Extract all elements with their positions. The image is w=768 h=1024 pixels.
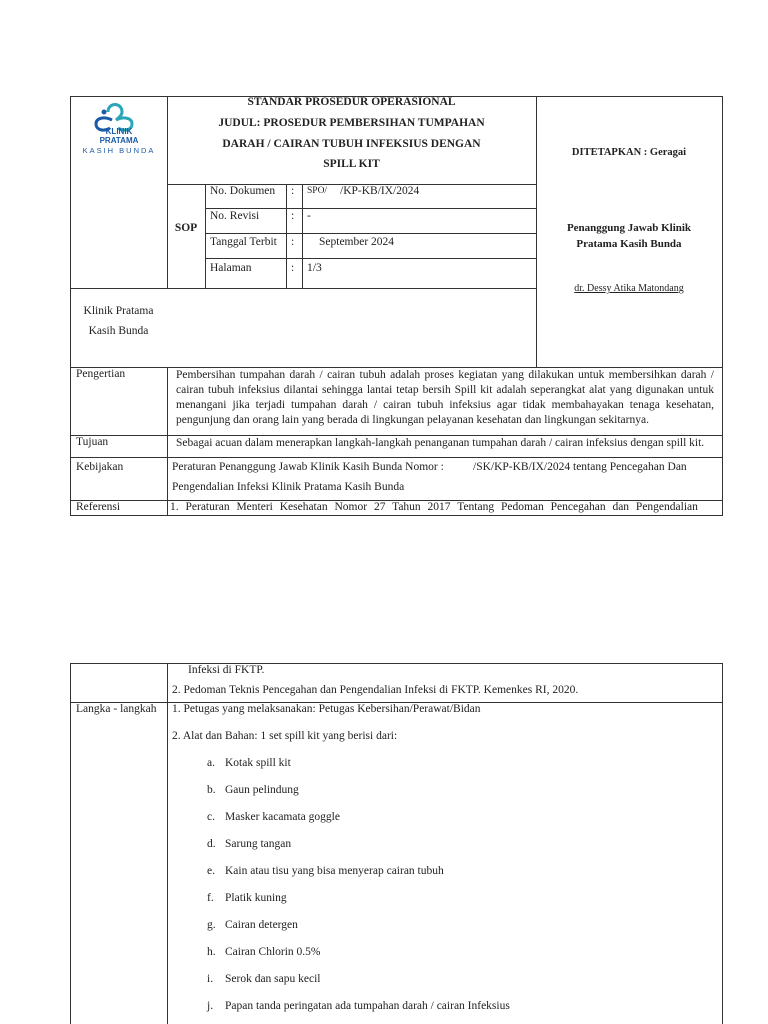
logo-line3: KASIH BUNDA: [82, 146, 156, 155]
logo-line1: KLINIK: [105, 127, 133, 136]
rule: [722, 663, 723, 1024]
list-marker: f.: [207, 892, 214, 904]
doctor-name: [536, 283, 722, 294]
tujuan-text: Sebagai acuan dalam menerapkan langkah-langkah penanganan tumpahan darah / cairan infeksius dengan spill kit.: [176, 437, 705, 449]
rule: [205, 258, 536, 259]
meta-label-dokumen: No. Dokumen: [210, 185, 276, 197]
list-marker: d.: [207, 838, 216, 850]
list-item: Kotak spill kit: [225, 757, 291, 769]
meta-label-halaman: Halaman: [210, 262, 252, 274]
rule: [286, 184, 287, 288]
meta-label-revisi: No. Revisi: [210, 210, 260, 222]
kebijakan-line-1b: /SK/KP-KB/IX/2024 tentang Pencegahan Dan: [473, 461, 687, 473]
meta-sep: :: [291, 185, 295, 197]
meta-value-terbit: September 2024: [319, 236, 395, 248]
tujuan-label: Tujuan: [76, 436, 109, 448]
rule: [167, 367, 168, 516]
list-marker: g.: [207, 919, 216, 931]
referensi-item-1-cont: Infeksi di FKTP.: [188, 664, 265, 676]
list-item: Masker kacamata goggle: [225, 811, 340, 823]
referensi-label: Referensi: [76, 501, 121, 513]
list-marker: c.: [207, 811, 215, 823]
meta-value-revisi: -: [307, 210, 311, 222]
list-marker: b.: [207, 784, 216, 796]
rule: [205, 184, 206, 288]
list-marker: h.: [207, 946, 216, 958]
rule: [167, 663, 168, 1024]
clinic-name-line-2: Kasih Bunda: [88, 325, 149, 337]
sop-label: SOP: [174, 222, 198, 234]
penanggung-line-1: Penanggung Jawab Klinik: [566, 222, 692, 234]
referensi-item-1: 1. Peraturan Menteri Kesehatan Nomor 27 Tahun 2017 Tentang Pedoman Pencegahan dan Pengendalian: [170, 501, 698, 513]
langkah-step-1: 1. Petugas yang melaksanakan: Petugas Kebersihan/Perawat/Bidan: [172, 703, 481, 715]
meta-sep: :: [291, 236, 295, 248]
kebijakan-line-2: Pengendalian Infeksi Klinik Pratama Kasih Bunda: [172, 481, 405, 493]
rule: [205, 208, 536, 209]
logo-line2: PRATAMA: [99, 136, 139, 145]
kebijakan-label: Kebijakan: [76, 461, 124, 473]
meta-sep: :: [291, 262, 295, 274]
list-item: Cairan detergen: [225, 919, 298, 931]
clinic-name-line-1: Klinik Pratama: [83, 305, 154, 317]
doctor-name-text: dr. Dessy Atika Matondang: [574, 283, 684, 294]
ditetapkan-text: DITETAPKAN : Geragai: [571, 147, 687, 158]
meta-prefix-dokumen: SPO/: [307, 186, 328, 196]
title-line-3: DARAH / CAIRAN TUBUH INFEKSIUS DENGAN: [222, 138, 481, 150]
list-marker: j.: [207, 1000, 214, 1012]
langkah-label: Langka - langkah: [76, 703, 157, 715]
list-item: Kain atau tisu yang bisa menyerap cairan tubuh: [225, 865, 444, 877]
list-item: Sarung tangan: [225, 838, 292, 850]
title-line-2: JUDUL: PROSEDUR PEMBERSIHAN TUMPAHAN: [218, 117, 485, 129]
list-marker: e.: [207, 865, 215, 877]
kebijakan-line-1a: Peraturan Penanggung Jawab Klinik Kasih Bunda Nomor :: [172, 461, 444, 473]
langkah-step-2: 2. Alat dan Bahan: 1 set spill kit yang berisi dari:: [172, 730, 398, 742]
meta-sep: :: [291, 210, 295, 222]
rule: [722, 96, 723, 516]
meta-value-dokumen: /KP-KB/IX/2024: [340, 185, 420, 197]
list-marker: i.: [207, 973, 214, 985]
rule: [70, 663, 71, 1024]
list-marker: a.: [207, 757, 215, 769]
rule: [302, 184, 303, 288]
rule: [70, 288, 536, 289]
meta-label-terbit: Tanggal Terbit: [210, 236, 277, 248]
title-line-1: STANDAR PROSEDUR OPERASIONAL: [247, 96, 456, 108]
penanggung-line-2: Pratama Kasih Bunda: [576, 238, 682, 250]
list-item: Papan tanda peringatan ada tumpahan darah / cairan Infeksius: [225, 1000, 510, 1012]
pengertian-text: Pembersihan tumpahan darah / cairan tubuh adalah proses kegiatan yang dilakukan untuk membersihkan darah / cairan tubuh infeksius dilantai sehingga lantai tetap bersih Spill kit adalah seperangkat alat yang digunakan untuk menangani jika terjadi tumpahan darah / cairan tubuh infeksius agar tidak membahayakan tenaga kesehatan, pengunjung dan orang lain yang berada di lingkungan pelayanan kesehatan dan lingkungan sekitarnya.: [176, 369, 714, 426]
list-item: Platik kuning: [225, 892, 287, 904]
meta-value-halaman: 1/3: [307, 262, 322, 274]
title-line-4: SPILL KIT: [323, 158, 380, 170]
pengertian-label: Pengertian: [76, 368, 126, 380]
list-item: Serok dan sapu kecil: [225, 973, 321, 985]
list-item: Gaun pelindung: [225, 784, 299, 796]
referensi-item-2: 2. Pedoman Teknis Pencegahan dan Pengendalian Infeksi di FKTP. Kemenkes RI, 2020.: [172, 684, 579, 696]
list-item: Cairan Chlorin 0.5%: [225, 946, 321, 958]
rule: [205, 233, 536, 234]
